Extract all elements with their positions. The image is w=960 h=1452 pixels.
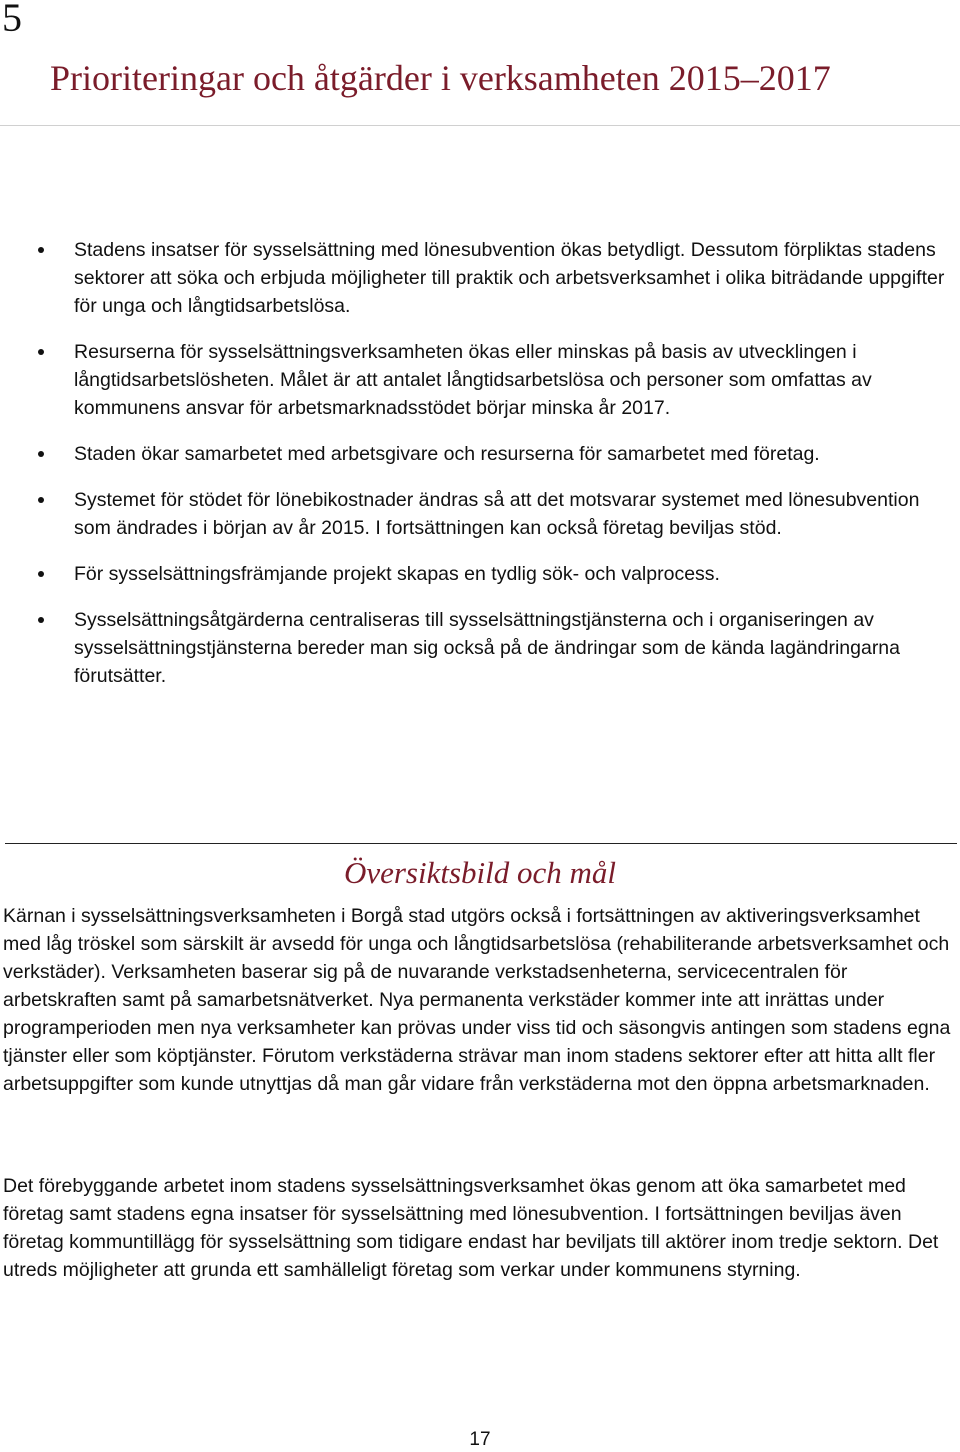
bullet-item (0, 486, 960, 542)
section-divider (5, 843, 957, 844)
bullet-icon (38, 247, 44, 253)
bullet-item (0, 440, 960, 468)
title-divider (0, 125, 960, 126)
bullet-text: Sysselsättningsåtgärderna centraliseras till sysselsättningstjänsterna och i organiseringen av sysselsättningstjänsterna bereder man sig också på de ändringar som de kända lagändringarna förutsätter. (74, 609, 900, 687)
bullet-icon (38, 571, 44, 577)
bullet-item (0, 560, 960, 588)
page-number: 17 (469, 1429, 491, 1450)
bullet-text: För sysselsättningsfrämjande projekt skapas en tydlig sök- och valprocess. (74, 563, 720, 585)
bullet-item (0, 338, 960, 422)
bullet-text: Stadens insatser för sysselsättning med lönesubvention ökas betydligt. Dessutom förpliktas stadens sektorer att söka och erbjuda möjligheter till praktik och arbetsverksamhet i olika biträdande uppgifter för unga och långtidsarbetslösa. (74, 239, 945, 317)
body-paragraph: Det förebyggande arbetet inom stadens sysselsättningsverksamhet ökas genom att öka samarbetet med företag samt stadens egna insatser för sysselsättning med lönesubvention. I fortsättningen beviljas även företag kommuntillägg för sysselsättning som tidigare endast har beviljats till aktörer inom tredje sektorn. Det utreds möjligheter att grunda ett samhälleligt företag som verkar under kommunens styrning. (3, 1175, 939, 1281)
body-paragraph: Kärnan i sysselsättningsverksamheten i Borgå stad utgörs också i fortsättningen av aktiveringsverksamhet med låg tröskel som särskilt är avsedd för unga och långtidsarbetslösa (rehabiliterande arbetsverksamhet och verkstäder). Verksamheten baserar sig på de nuvarande verkstadsenheterna, servicecentralen för arbetskraften samt på samarbetsnätverket. Nya permanenta verkstäder kommer inte att inrättas under programperioden men nya verksamheter kan prövas under viss tid och säsongvis antingen som stadens egna tjänster eller som köptjänster. Förutom verkstäderna strävar man inom stadens sektorer efter att hitta allt fler arbetsuppgifter som kunde utnyttjas då man går vidare från verkstäderna mot den öppna arbetsmarknaden. (3, 905, 951, 1095)
bullet-icon (38, 349, 44, 355)
chapter-number: 5 (2, 0, 22, 40)
chapter-title: Prioriteringar och åtgärder i verksamheten 2015–2017 (50, 58, 831, 98)
bullet-icon (38, 617, 44, 623)
bullet-text: Resurserna för sysselsättningsverksamheten ökas eller minskas på basis av utvecklingen i långtidsarbetslösheten. Målet är att antalet långtidsarbetslösa och personer som omfattas av kommunens ansvar för arbetsmarknadsstödet börjar minska år 2017. (74, 341, 872, 419)
bullet-icon (38, 451, 44, 457)
bullet-text: Systemet för stödet för lönebikostnader ändras så att det motsvarar systemet med lönesubvention som ändrades i början av år 2015. I fortsättningen kan också företag beviljas stöd. (74, 489, 920, 539)
bullet-icon (38, 497, 44, 503)
bullet-text: Staden ökar samarbetet med arbetsgivare och resurserna för samarbetet med företag. (74, 443, 820, 465)
bullet-item (0, 606, 960, 690)
priorities-bullet-list (0, 236, 960, 708)
bullet-item (0, 236, 960, 320)
section-heading: Översiktsbild och mål (343, 855, 617, 890)
